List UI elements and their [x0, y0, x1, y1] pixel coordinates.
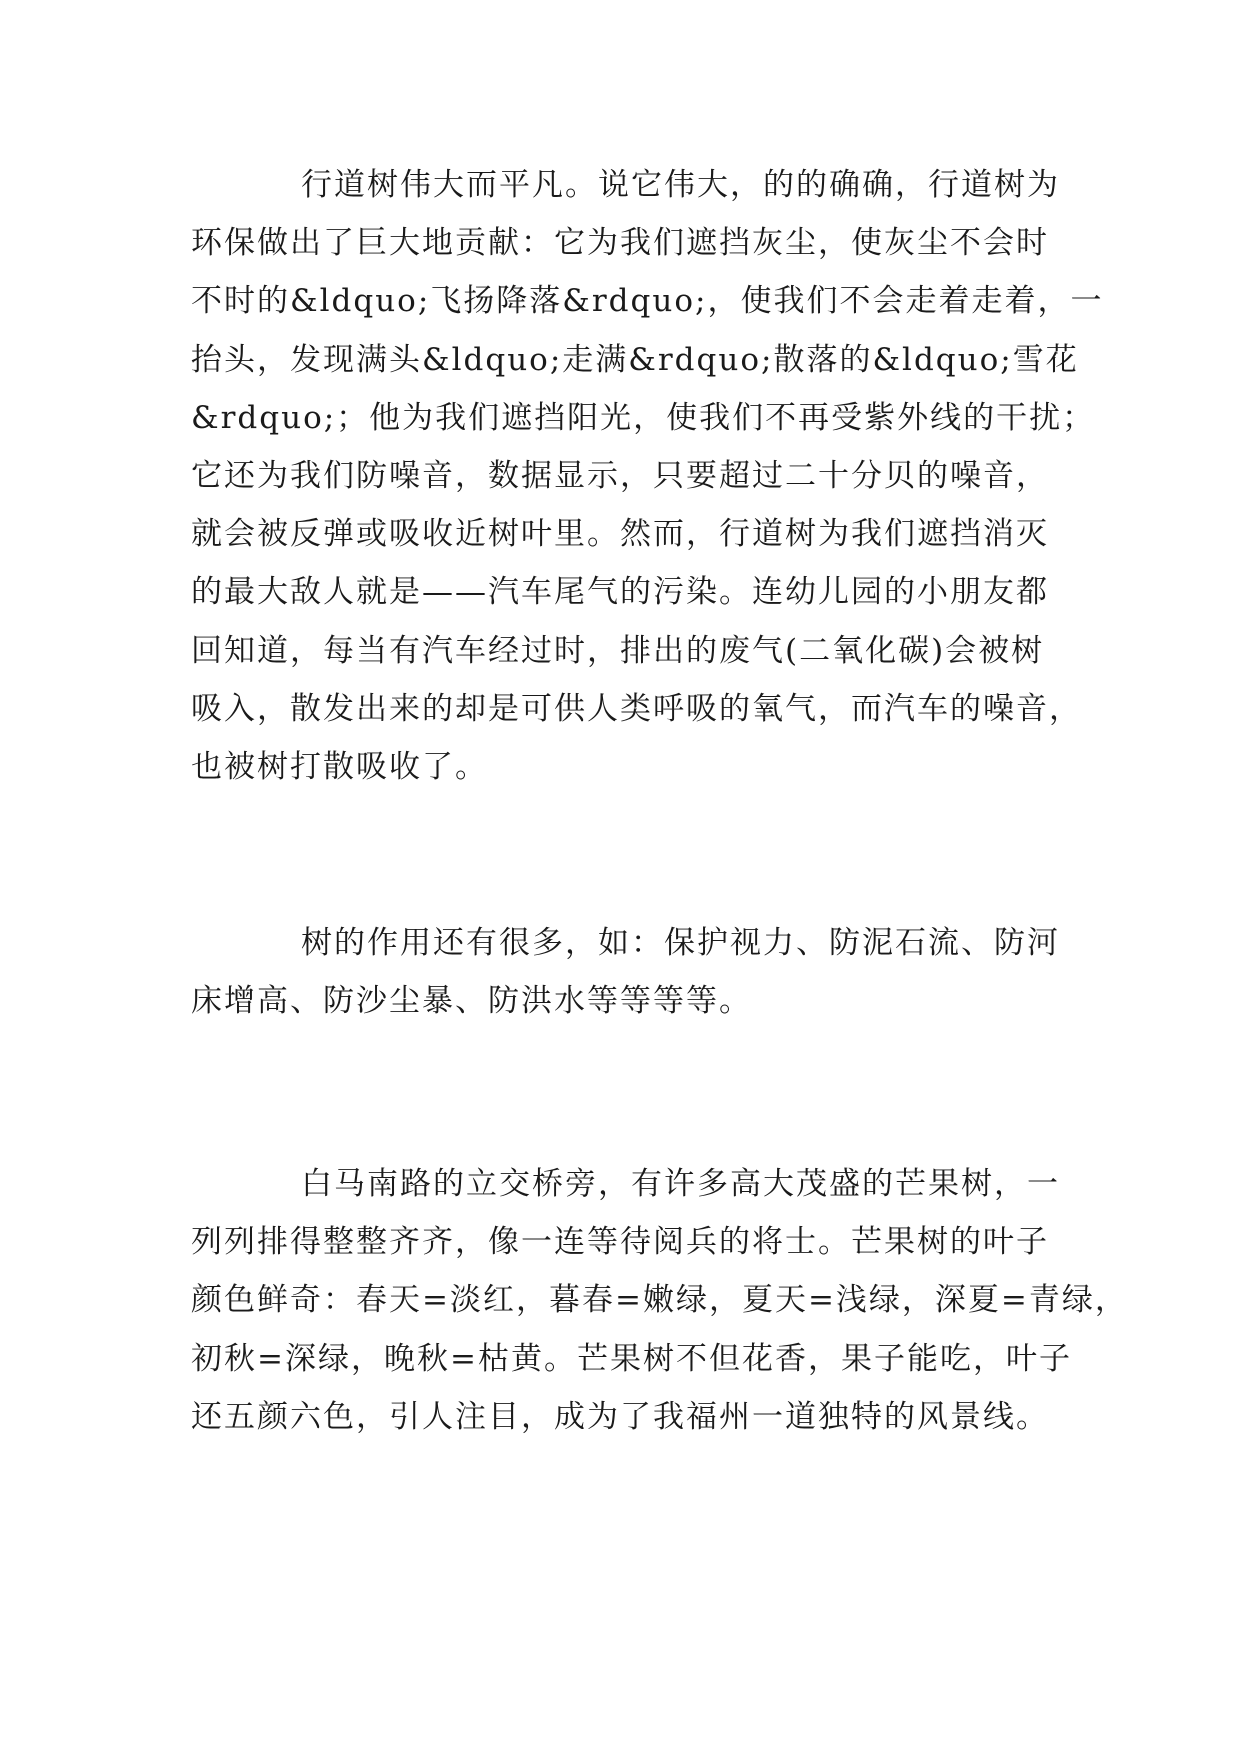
paragraph-street-trees [191, 156, 1104, 796]
text-line: 白马南路的立交桥旁，有许多高大茂盛的芒果树，一 [301, 1166, 1060, 1202]
text-line: 床增高、防沙尘暴、防洪水等等等等。 [191, 983, 752, 1020]
text-line: 它还为我们防噪音，数据显示，只要超过二十分贝的噪音， [191, 458, 1049, 495]
text-line: 初秋=深绿，晚秋=枯黄。芒果树不但花香，果子能吃，叶子 [191, 1340, 1072, 1377]
text-line: 环保做出了巨大地贡献：它为我们遮挡灰尘，使灰尘不会时 [191, 225, 1049, 262]
text-line: 吸入，散发出来的却是可供人类呼吸的氧气，而汽车的噪音， [191, 690, 1082, 727]
text-line: 还五颜六色，引人注目，成为了我福州一道独特的风景线。 [191, 1398, 1049, 1435]
text-line: 抬头，发现满头&ldquo;走满&rdquo;散落的&ldquo;雪花 [191, 341, 1079, 378]
text-line: 回知道，每当有汽车经过时，排出的废气(二氧化碳)会被树 [191, 632, 1045, 669]
text-line: 就会被反弹或吸收近树叶里。然而，行道树为我们遮挡消灭 [191, 516, 1049, 553]
paragraph-tree-uses [191, 914, 1071, 1030]
paragraph-mango-trees [191, 1155, 1128, 1446]
text-line: 不时的&ldquo;飞扬降落&rdquo;，使我们不会走着走着，一 [191, 283, 1104, 320]
text-line: &rdquo;；他为我们遮挡阳光，使我们不再受紫外线的干扰； [191, 399, 1096, 436]
text-line: 颜色鲜奇：春天=淡红，暮春=嫩绿，夏天=浅绿，深夏=青绿， [191, 1282, 1128, 1319]
text-line: 树的作用还有很多，如：保护视力、防泥石流、防河 [301, 925, 1060, 961]
text-line: 行道树伟大而平凡。说它伟大，的的确确，行道树为 [301, 167, 1060, 203]
text-line: 列列排得整整齐齐，像一连等待阅兵的将士。芒果树的叶子 [191, 1224, 1049, 1261]
text-line: 也被树打散吸收了。 [191, 749, 488, 786]
text-line: 的最大敌人就是——汽车尾气的污染。连幼儿园的小朋友都 [191, 574, 1049, 611]
